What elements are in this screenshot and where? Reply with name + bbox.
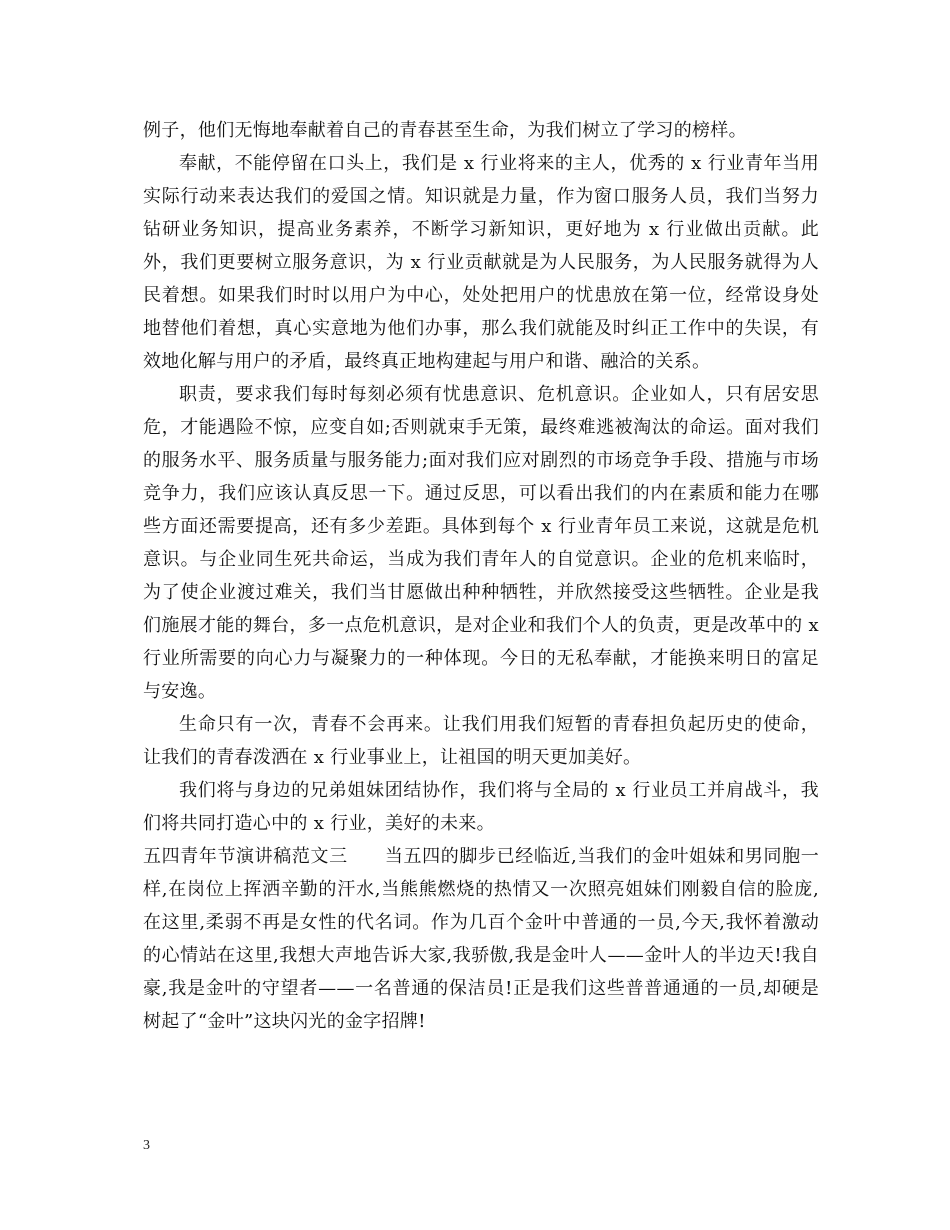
paragraph-2: 奉献，不能停留在口头上，我们是 x 行业将来的主人，优秀的 x 行业青年当用实际行动来表达我们的爱国之情。知识就是力量，作为窗口服务人员，我们当努力钻研业务知识，提高业务素养，不断学习新知识，更好地为 x 行业做出贡献。此外，我们更要树立服务意识，为 x 行业贡献就是为人民服务，为人民服务就得为人民着想。如果我们时时以用户为中心，处处把用户的忧患放在第一位，经常设身处地替他们着想，真心实意地为他们办事，那么我们就能及时纠正工作中的失误，有效地化解与用户的矛盾，最终真正地构建起与用户和谐、融洽的关系。 <box>143 153 819 372</box>
paragraph-5: 我们将与身边的兄弟姐妹团结协作，我们将与全局的 x 行业员工并肩战斗，我们将共同打造心中的 x 行业，美好的未来。 <box>143 780 819 834</box>
page-number: 3 <box>143 1138 150 1153</box>
paragraph-6: 五四青年节演讲稿范文三 当五四的脚步已经临近,当我们的金叶姐妹和男同胞一样,在岗位上挥洒辛勤的汗水,当熊熊燃烧的热情又一次照亮姐妹们刚毅自信的脸庞,在这里,柔弱不再是女性的代名词。作为几百个金叶中普通的一员,今天,我怀着激动的心情站在这里,我想大声地告诉大家,我骄傲,我是金叶人——金叶人的半边天!我自豪,我是金叶的守望者——一名普通的保洁员!正是我们这些普普通通的一员,却硬是树起了“金叶”这块闪光的金字招牌! <box>143 846 819 1032</box>
paragraph-1: 例子，他们无悔地奉献着自己的青春甚至生命，为我们树立了学习的榜样。 <box>143 120 747 141</box>
paragraph-3: 职责，要求我们每时每刻必须有忧患意识、危机意识。企业如人，只有居安思危，才能遇险不惊，应变自如;否则就束手无策，最终难逃被淘汰的命运。面对我们的服务水平、服务质量与服务能力;面对我们应对剧烈的市场竞争手段、措施与市场竞争力，我们应该认真反思一下。通过反思，可以看出我们的内在素质和能力在哪些方面还需要提高，还有多少差距。具体到每个 x 行业青年员工来说，这就是危机意识。与企业同生死共命运，当成为我们青年人的自觉意识。企业的危机来临时，为了使企业渡过难关，我们当甘愿做出种种牺牲，并欣然接受这些牺牲。企业是我们施展才能的舞台，多一点危机意识，是对企业和我们个人的负责，更是改革中的 x 行业所需要的向心力与凝聚力的一种体现。今日的无私奉献，才能换来明日的富足与安逸。 <box>143 384 819 702</box>
paragraph-4: 生命只有一次，青春不会再来。让我们用我们短暂的青春担负起历史的使命，让我们的青春泼洒在 x 行业事业上，让祖国的明天更加美好。 <box>143 714 819 768</box>
document-body <box>143 114 819 1038</box>
